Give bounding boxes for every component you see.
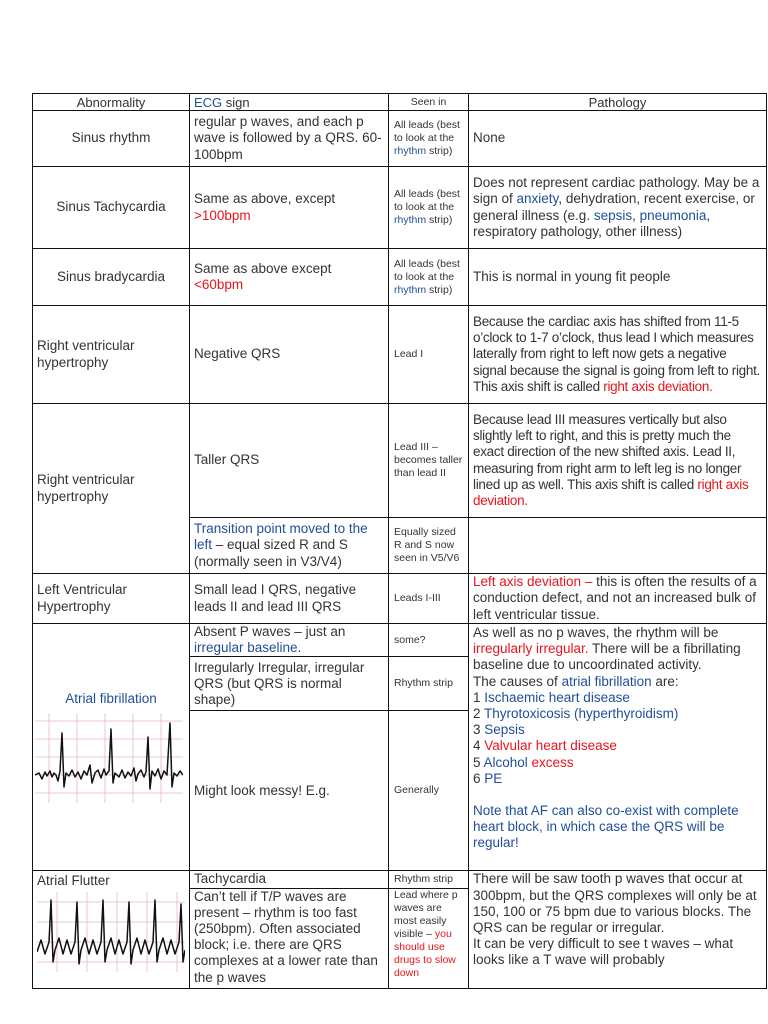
abnormality-cell: Right ventricular hypertrophy <box>33 404 190 574</box>
abnormality-cell: Sinus bradycardia <box>33 249 190 306</box>
table-row <box>33 624 767 657</box>
cause-item: 5 Alcohol excess <box>473 754 574 770</box>
table-row <box>33 111 767 167</box>
table-row <box>33 249 767 306</box>
abnormality-cell: Right ventricular hypertrophy <box>33 306 190 404</box>
ecg-sign-cell: Negative QRS <box>190 306 389 404</box>
cause-item: 1 Ischaemic heart disease <box>473 689 630 705</box>
header-seen-in: Seen in <box>389 94 469 111</box>
ecg-sign-cell: Absent P waves – just an irregular baseline. <box>190 624 389 657</box>
table-row <box>33 167 767 249</box>
pathology-cell: Because lead III measures vertically but also slightly left to right, and this is pretty much the exact direction of the new shifted axis. Lead II, measuring from right arm to left leg is no longer lined up as well. This axis shift is called right axis deviation. <box>469 404 767 518</box>
seen-in-cell: Equally sized R and S now seen in V5/V6 <box>389 518 469 574</box>
seen-in-cell: Lead I <box>389 306 469 404</box>
table-row <box>33 871 767 888</box>
table-row <box>33 404 767 518</box>
abnormality-cell: Sinus Tachycardia <box>33 167 190 249</box>
cause-item: 2 Thyrotoxicosis (hyperthyroidism) <box>473 706 679 722</box>
ecg-abnormalities-table <box>32 93 767 989</box>
pathology-cell: As well as no p waves, the rhythm will be irregularly irregular. There will be a fibrillating baseline due to uncoordinated activity. The causes of atrial fibrillation are: 1 Ischaemic heart disease 2 Thyrotoxicosis (hyperthyroidism) 3 Sepsis 4 Valvular heart disease 5 Alcohol excess 6 PE Note that AF can also co-exist with complete heart block, in which case the QRS will be regular! <box>469 624 767 871</box>
cause-item: 6 PE <box>473 770 503 786</box>
cause-item: 3 Sepsis <box>473 722 525 738</box>
pathology-cell: This is normal in young fit people <box>469 249 767 306</box>
abnormality-cell <box>33 871 190 988</box>
table-row <box>33 574 767 624</box>
af-label: Atrial fibrillation <box>65 691 157 707</box>
ecg-sign-cell: Same as above, except >100bpm <box>190 167 389 249</box>
header-pathology: Pathology <box>469 94 767 111</box>
header-ecg-sign: ECG sign <box>190 94 389 111</box>
seen-in-cell: Rhythm strip <box>389 871 469 888</box>
ecg-sign-cell: Same as above except <60bpm <box>190 249 389 306</box>
pathology-cell: Left axis deviation – this is often the results of a conduction defect, and not an increased bulk of left ventricular tissue. <box>469 574 767 624</box>
flutter-ecg-trace <box>37 892 185 972</box>
abnormality-cell <box>33 624 190 871</box>
pathology-cell: There will be saw tooth p waves that occur at 300bpm, but the QRS complexes will only be at 150, 100 or 75 bpm due to various blocks. The QRS can be regular or irregular. It can be very difficult to see t waves – what looks like a T wave will probably <box>469 871 767 988</box>
flutter-label: Atrial Flutter <box>37 873 110 889</box>
seen-in-cell: Rhythm strip <box>389 657 469 711</box>
cause-item: 4 Valvular heart disease <box>473 738 617 754</box>
seen-in-cell: some? <box>389 624 469 657</box>
pathology-cell <box>469 518 767 574</box>
seen-in-cell: All leads (best to look at the rhythm strip) <box>389 111 469 167</box>
seen-in-cell: Leads I-III <box>389 574 469 624</box>
header-row <box>33 94 767 111</box>
seen-in-cell: All leads (best to look at the rhythm strip) <box>389 167 469 249</box>
ecg-sign-cell: Transition point moved to the left – equal sized R and S (normally seen in V3/V4) <box>190 518 389 574</box>
af-ecg-image <box>35 713 187 803</box>
ecg-sign-cell: Can’t tell if T/P waves are present – rhythm is too fast (250bpm). Often associated block; i.e. there are QRS complexes at a lower rate than the p waves <box>190 888 389 988</box>
af-note: Note that AF can also co-exist with complete heart block, in which case the QRS will be regular! <box>473 803 739 851</box>
seen-in-cell: Lead III – becomes taller than lead II <box>389 404 469 518</box>
abnormality-cell: Left Ventricular Hypertrophy <box>33 574 190 624</box>
ecg-sign-cell: Irregularly Irregular, irregular QRS (but QRS is normal shape) <box>190 657 389 711</box>
ecg-sign-cell: regular p waves, and each p wave is followed by a QRS. 60-100bpm <box>190 111 389 167</box>
abnormality-cell: Sinus rhythm <box>33 111 190 167</box>
af-ecg-trace <box>35 713 183 803</box>
seen-in-cell: All leads (best to look at the rhythm strip) <box>389 249 469 306</box>
pathology-cell: Does not represent cardiac pathology. May be a sign of anxiety, dehydration, recent exercise, or general illness (e.g. sepsis, pneumonia, respiratory pathology, other illness) <box>469 167 767 249</box>
header-abnormality: Abnormality <box>33 94 190 111</box>
ecg-sign-cell: Might look messy! E.g. <box>190 711 389 871</box>
ecg-sign-cell: Taller QRS <box>190 404 389 518</box>
ecg-sign-cell: Tachycardia <box>190 871 389 888</box>
table-row <box>33 306 767 404</box>
seen-in-cell: Generally <box>389 711 469 871</box>
pathology-cell: Because the cardiac axis has shifted from 11-5 o’clock to 1-7 o’clock, thus lead I which measures laterally from right to left now gets a negative signal because the signal is going from left to right. This axis shift is called right axis deviation. <box>469 306 767 404</box>
seen-in-cell: Lead where p waves are most easily visible – you should use drugs to slow down <box>389 888 469 988</box>
ecg-sign-cell: Small lead I QRS, negative leads II and lead III QRS <box>190 574 389 624</box>
pathology-cell: None <box>469 111 767 167</box>
